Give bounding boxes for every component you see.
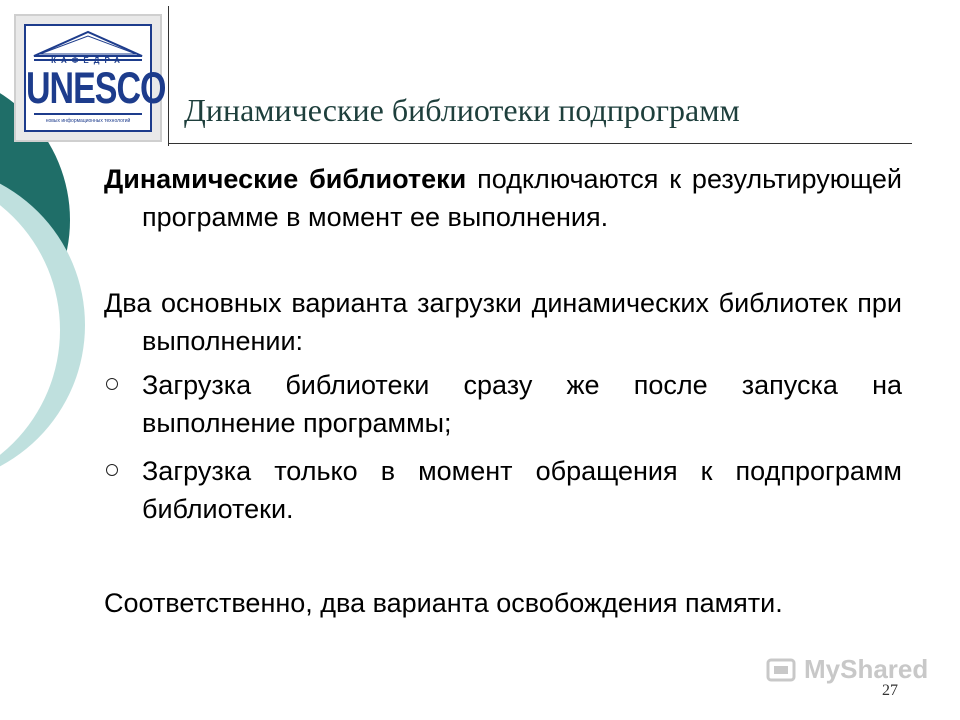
- header-vertical-divider: [168, 6, 169, 146]
- header-horizontal-divider: [168, 143, 912, 144]
- paragraph-1-text: подключаются к результирующей программе в момент ее выполнения.: [142, 164, 902, 232]
- logo-frame: [24, 24, 166, 132]
- paragraph-1-bold: Динамические библиотеки: [104, 164, 467, 194]
- watermark-icon: [766, 656, 798, 686]
- unesco-logo: [14, 14, 166, 142]
- logo-kafedra-text: КАФЕДРА: [51, 56, 125, 65]
- bullet-circle-icon: [106, 464, 118, 476]
- paragraph-1: [104, 160, 902, 236]
- paragraph-3: Соответственно, два варианта освобождения памяти.: [104, 588, 783, 618]
- logo-unesco-text: UNESCO: [26, 64, 166, 114]
- bullet-item-2: Загрузка только в момент обращения к подпрограмм библиотеки.: [142, 456, 902, 524]
- bullet-circle-icon: [106, 378, 118, 390]
- bullet-item-1: Загрузка библиотеки сразу же после запуска на выполнение программы;: [142, 370, 902, 438]
- page-number: 27: [882, 682, 898, 699]
- logo-subtitle: новых информационных технологий: [45, 118, 131, 124]
- paragraph-2: Два основных варианта загрузки динамических библиотек при выполнении:: [104, 288, 902, 356]
- slide-title: Динамические библиотеки подпрограмм: [184, 92, 740, 128]
- watermark-text: MyShared: [804, 654, 929, 684]
